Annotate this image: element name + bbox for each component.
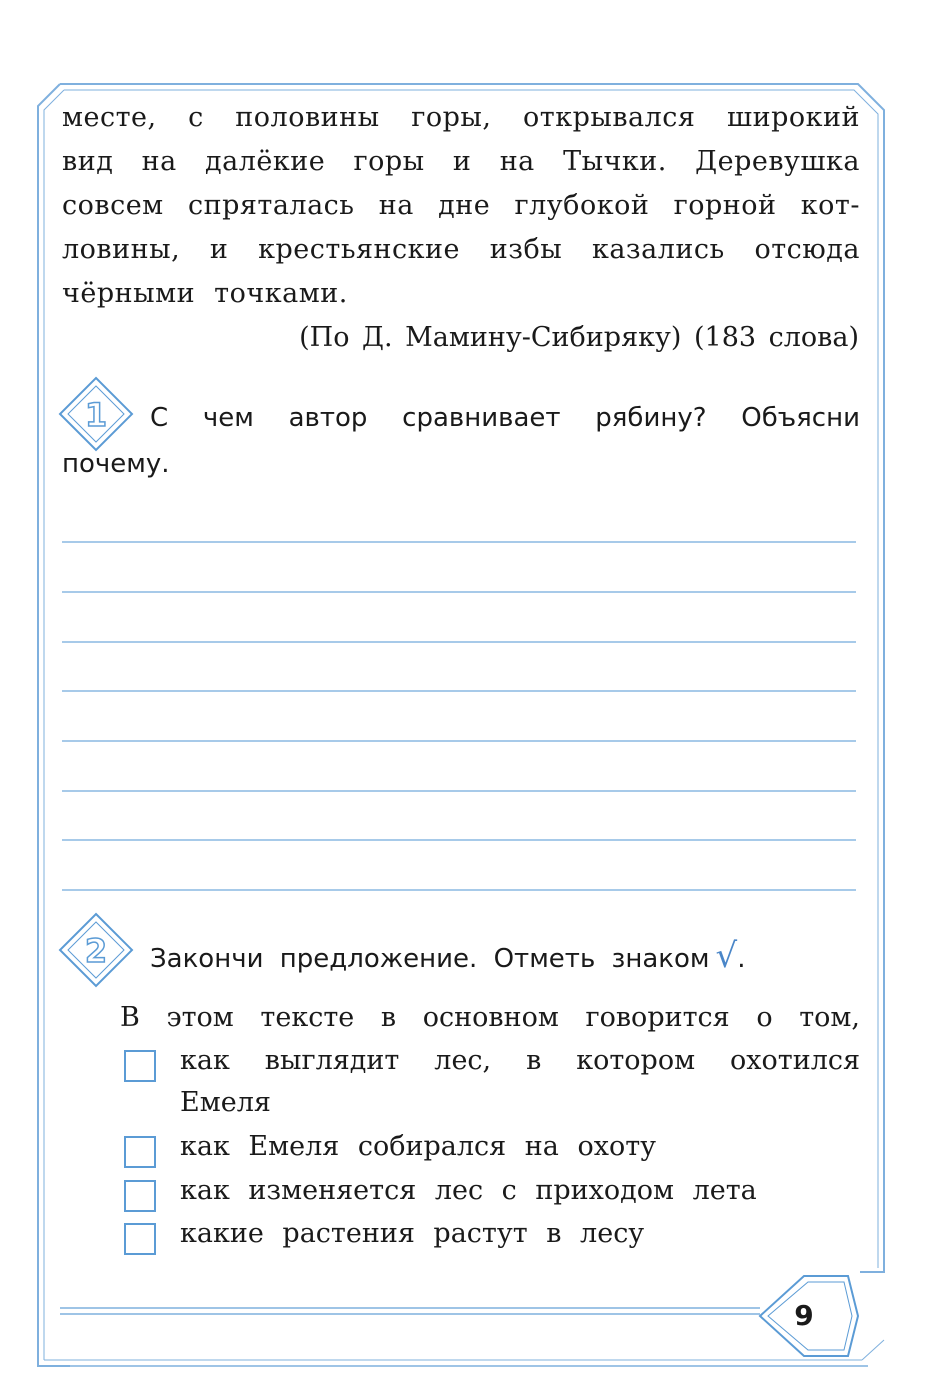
option-label: как выглядит лес, в котором охотился xyxy=(180,1045,860,1076)
option-checkbox[interactable] xyxy=(124,1050,156,1082)
option-item xyxy=(124,1170,860,1212)
passage-line: месте, с половины горы, открывался широкий xyxy=(62,102,860,133)
task2-instruction xyxy=(150,934,745,981)
option-label-cont: Емеля xyxy=(180,1087,271,1118)
bottom-right-edge xyxy=(862,1340,884,1360)
task2-instruction-text: Закончи предложение. Отметь знаком xyxy=(150,944,710,974)
option-checkbox[interactable] xyxy=(124,1180,156,1212)
option-item xyxy=(124,1040,860,1124)
task2-number: 2 xyxy=(84,932,108,970)
task2-period: . xyxy=(737,944,746,974)
task1-number: 1 xyxy=(84,396,108,434)
passage-attribution: (По Д. Мамину-Сибиряку) (183 слова) xyxy=(299,322,859,353)
reading-passage xyxy=(62,96,860,316)
option-item xyxy=(124,1126,860,1168)
option-label: какие растения растут в лесу xyxy=(180,1218,645,1249)
passage-line: чёрными точками. xyxy=(62,278,348,309)
option-label: как Емеля собирался на охоту xyxy=(180,1131,657,1162)
task1-question: С чем автор сравнивает рябину? Объясни xyxy=(150,403,860,433)
option-label: как изменяется лес с приходом лета xyxy=(180,1175,757,1206)
frame-inner-left xyxy=(44,90,64,1360)
page-number: 9 xyxy=(794,1299,814,1332)
check-mark-icon: √ xyxy=(715,936,738,976)
passage-line: совсем спряталась на дне глубокой горной кот- xyxy=(62,190,860,221)
option-checkbox[interactable] xyxy=(124,1223,156,1255)
answer-lines xyxy=(62,542,856,890)
passage-line: вид на далёкие горы и на Тычки. Деревушка xyxy=(62,146,860,177)
task1-question-cont: почему. xyxy=(62,449,170,479)
option-item xyxy=(124,1213,860,1255)
passage-line: ловины, и крестьянские избы казались отсюда xyxy=(62,234,860,265)
task2-intro: В этом тексте в основном говорится о том, xyxy=(120,1002,860,1033)
option-checkbox[interactable] xyxy=(124,1136,156,1168)
